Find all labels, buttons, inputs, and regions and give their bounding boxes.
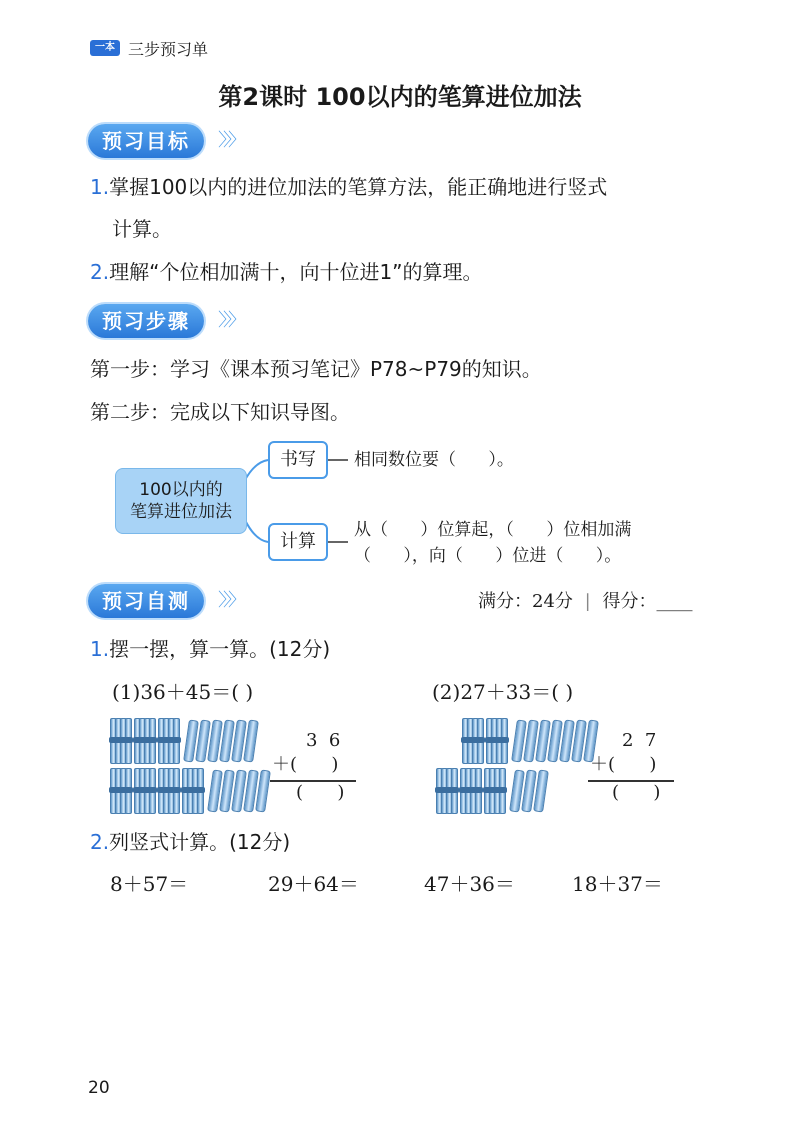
rod-bundle-icon (110, 768, 132, 812)
rod-bundle-icon (486, 718, 508, 762)
chevron-right-icon: 〉〉〉 (218, 590, 242, 611)
rod-bundle-icon (158, 718, 180, 762)
rod-bundle-icon (158, 768, 180, 812)
score-full: 满分：24分 (478, 591, 573, 612)
question-1b-prompt: (2)27＋33＝( ) (432, 680, 574, 704)
question-2-num: 2. (90, 830, 110, 854)
vertical-1a-add: ＋( ) (272, 754, 339, 775)
goal-item-1-line2: 计算。 (112, 217, 172, 241)
section-badge-selftest: 预习自测 (88, 584, 204, 618)
score-separator: | (584, 591, 591, 612)
mindmap-center (115, 468, 247, 534)
goal-item-2-text: 理解“个位相加满十，向十位进1”的算理。 (109, 260, 483, 284)
vertical-1b-result: ( ) (612, 782, 661, 803)
vertical-1a-top: 3 6 (306, 730, 341, 751)
page-number: 20 (88, 1078, 110, 1098)
rod-bundle-icon (462, 718, 484, 762)
chevron-right-icon: 〉〉〉 (218, 130, 242, 151)
mindmap-branch-calc-line2: （ ），向（ ）位进（ ）。 (354, 546, 622, 566)
step-2: 第二步：完成以下知识导图。 (90, 400, 350, 424)
score-got: 得分：____ (602, 591, 693, 612)
q2-item-4: 18＋37＝ (572, 872, 663, 896)
vertical-1a-result: ( ) (296, 782, 345, 803)
question-1-num: 1. (90, 637, 110, 661)
rod-bundle-icon (436, 768, 458, 812)
q2-item-2: 29＋64＝ (268, 872, 359, 896)
page-title: 第2课时 100以内的笔算进位加法 (218, 83, 582, 111)
mindmap-branch-writing-text: 相同数位要（ ）。 (354, 450, 514, 470)
question-1a-prompt: (1)36＋45＝( ) (112, 680, 254, 704)
rod-bundle-icon (460, 768, 482, 812)
step-1: 第一步：学习《课本预习笔记》P78~P79的知识。 (90, 357, 542, 381)
question-2-text: 列竖式计算。(12分) (109, 830, 291, 854)
mindmap-center-line1: 100以内的 (139, 480, 223, 500)
section-badge-steps: 预习步骤 (88, 304, 204, 338)
section-badge-goals: 预习目标 (88, 124, 204, 158)
counting-rods-1a (110, 718, 270, 818)
q2-item-1: 8＋57＝ (110, 872, 189, 896)
question-2 (90, 828, 290, 856)
rod-bundle-icon (134, 718, 156, 762)
mindmap-branch-calc: 计算 (268, 523, 328, 561)
rod-bundle-icon (182, 768, 204, 812)
question-1-text: 摆一摆，算一算。(12分) (109, 637, 331, 661)
mindmap-branch-writing: 书写 (268, 441, 328, 479)
mindmap-branch-calc-line1: 从（ ）位算起，（ ）位相加满 (354, 520, 632, 540)
brand-logo: 一本 (90, 40, 120, 56)
vertical-1b-add: ＋( ) (590, 754, 657, 775)
rod-bundle-icon (484, 768, 506, 812)
rod-bundle-icon (134, 768, 156, 812)
vertical-1b-top: 2 7 (622, 730, 657, 751)
question-1 (90, 635, 330, 663)
goal-item-1-line1: 掌握100以内的进位加法的笔算方法，能正确地进行竖式 (109, 175, 608, 199)
goal-item-2-num: 2. (90, 260, 110, 284)
goal-item-1-num: 1. (90, 175, 110, 199)
rod-bundle-icon (110, 718, 132, 762)
chevron-right-icon: 〉〉〉 (218, 310, 242, 331)
score-line (478, 588, 692, 616)
counting-rods-1b (436, 718, 596, 818)
mindmap-center-line2: 笔算进位加法 (130, 502, 232, 522)
q2-item-3: 47＋36＝ (424, 872, 515, 896)
brand-name: 三步预习单 (128, 40, 209, 59)
